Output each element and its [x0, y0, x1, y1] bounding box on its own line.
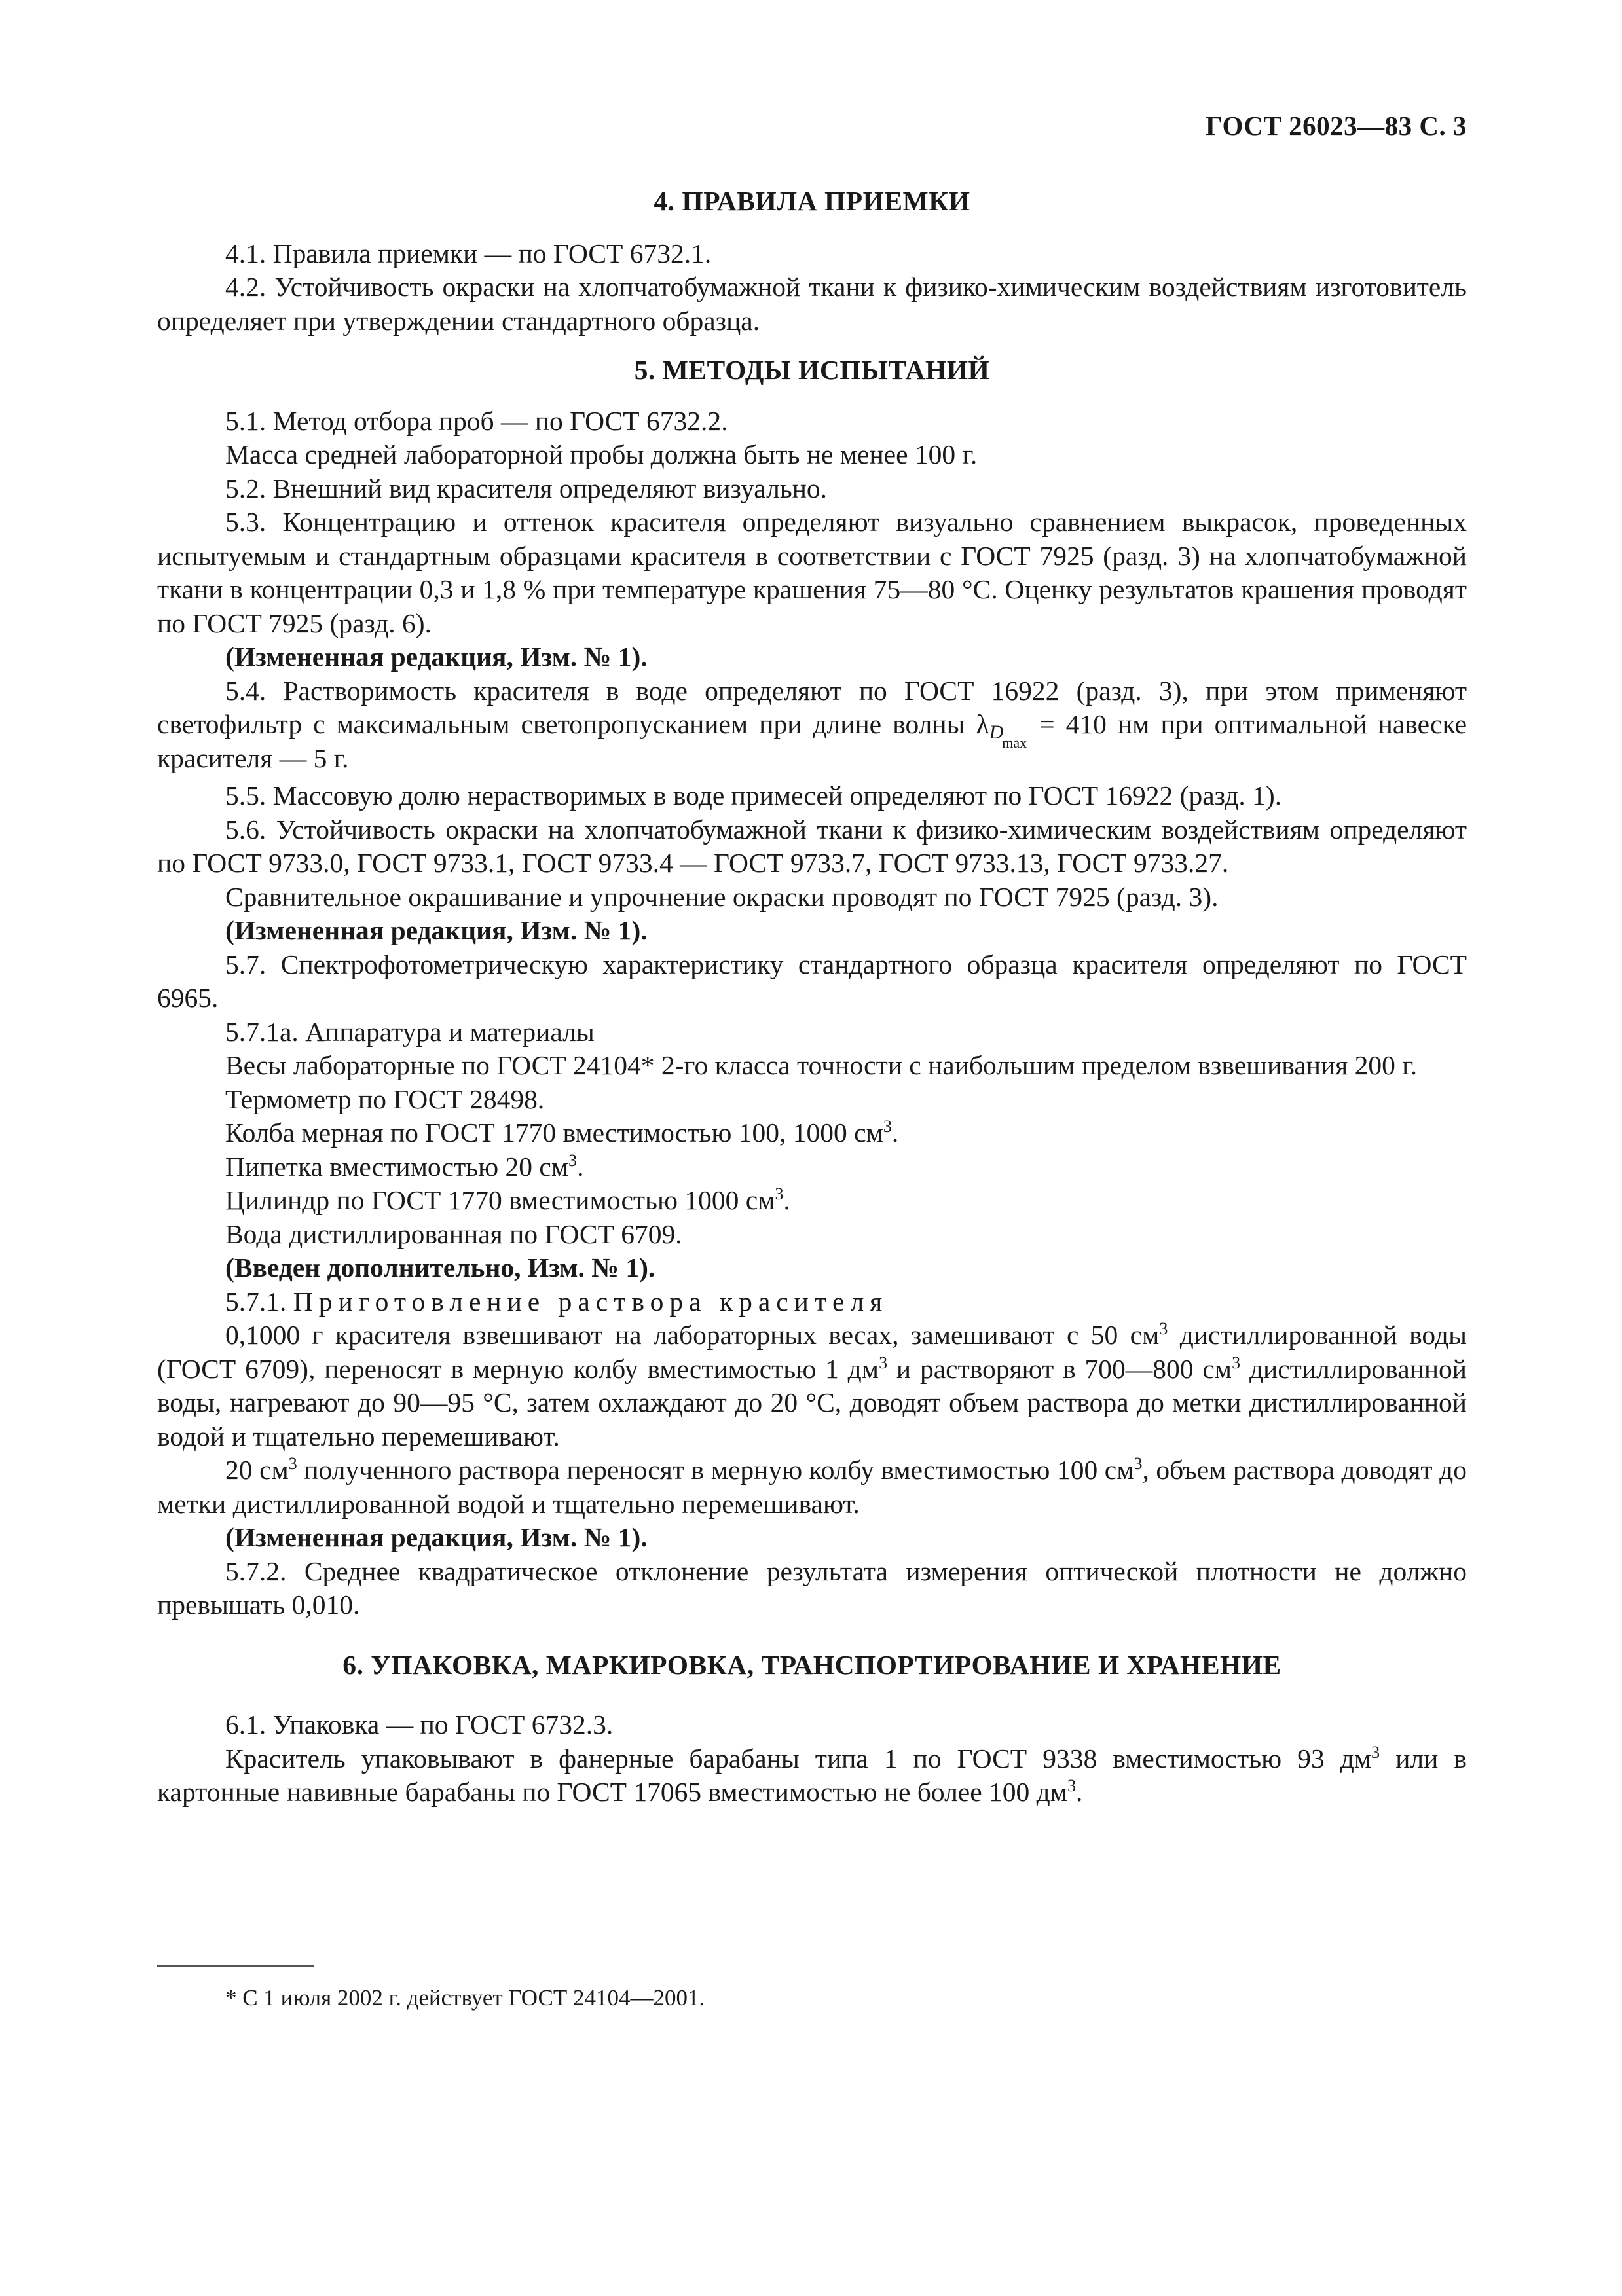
- packaging-text-a: Краситель упаковывают в фанерные барабаны типа 1 по ГОСТ 9338 вместимостью 93 дм: [225, 1743, 1372, 1774]
- superscript-3: 3: [1134, 1454, 1143, 1473]
- period: .: [783, 1185, 790, 1215]
- page-content: [157, 185, 1467, 1810]
- paragraph-5-7: 5.7. Спектрофотометрическую характеристику стандартного образца красителя определяют по ГОСТ 6965.: [157, 949, 1467, 1013]
- preparation-step-1-text-b: дистиллированной воды (ГОСТ 6709), переносят в мерную колбу вместимостью 1 дм: [157, 1320, 1467, 1384]
- lambda-subscript-max: max: [1002, 735, 1027, 751]
- section-4-title: 4. ПРАВИЛА ПРИЕМКИ: [654, 186, 970, 216]
- superscript-3: 3: [883, 1117, 892, 1136]
- lambda-subscript: [989, 721, 1029, 751]
- footnote: * С 1 июля 2002 г. действует ГОСТ 24104—2001.: [225, 1985, 705, 2011]
- paragraph-5-3: 5.3. Концентрацию и оттенок красителя определяют визуально сравнением выкрасок, проведенных испытуемым и стандартным образцами красителя в соответствии с ГОСТ 7925 (разд. 3) на хлопчатобумажной ткани в концентрации 0,3 и 1,8 % при температуре крашения 75—80 °С. Оценку результатов крашения проводят по ГОСТ 7925 (разд. 6).: [157, 507, 1467, 638]
- paragraph-6-1-packaging: [157, 1742, 1467, 1810]
- paragraph-5-2: 5.2. Внешний вид красителя определяют визуально.: [225, 473, 828, 503]
- superscript-3: 3: [288, 1454, 297, 1473]
- equipment-cylinder: [157, 1184, 1467, 1218]
- equipment-pipette-text: Пипетка вместимостью 20 см: [225, 1151, 569, 1182]
- preparation-step-2-text-b: полученного раствора переносят в мерную колбу вместимостью 100 см: [297, 1455, 1134, 1485]
- equipment-pipette: [157, 1150, 1467, 1184]
- preparation-step-1-text-d: дистиллированной воды, нагревают до 90—95 °С, затем охлаждают до 20 °С, доводят объем раствора до метки дистиллированной водой и тщательно перемешивают.: [157, 1353, 1467, 1451]
- paragraph-5-7-1: [157, 1285, 1467, 1319]
- equipment-cylinder-text: Цилиндр по ГОСТ 1770 вместимостью 1000 см: [225, 1185, 775, 1215]
- equipment-scales: Весы лабораторные по ГОСТ 24104* 2-го класса точности с наибольшим пределом взвешивания 200 г.: [225, 1050, 1417, 1080]
- superscript-3: 3: [1067, 1776, 1077, 1795]
- paragraph-5-1: 5.1. Метод отбора проб — по ГОСТ 6732.2.: [225, 405, 728, 436]
- paragraph-5-7-1-number: 5.7.1.: [225, 1286, 293, 1317]
- preparation-step-1: [157, 1319, 1467, 1453]
- paragraph-5-7-1-title: Приготовление раствора красителя: [293, 1286, 889, 1317]
- section-5-title: 5. МЕТОДЫ ИСПЫТАНИЙ: [634, 355, 990, 385]
- paragraph-5-1-sample-mass: Масса средней лабораторной пробы должна быть не менее 100 г.: [225, 439, 978, 469]
- paragraph-4-2: 4.2. Устойчивость окраски на хлопчатобумажной ткани к физико-химическим воздействиям изготовитель определяет при утверждении стандартного образца.: [157, 272, 1467, 336]
- paragraph-5-7-2: 5.7.2. Среднее квадратическое отклонение результата измерения оптической плотности не должно превышать 0,010.: [157, 1556, 1467, 1620]
- amendment-note: (Измененная редакция, Изм. № 1).: [225, 642, 648, 672]
- paragraph-5-4-text: 5.4. Растворимость красителя в воде определяют по ГОСТ 16922 (разд. 3), при этом применяют светофильтр с максимальным светопропусканием при длине волны λ: [157, 675, 1467, 739]
- equipment-flask-text: Колба мерная по ГОСТ 1770 вместимостью 100, 1000 см: [225, 1118, 883, 1148]
- superscript-3: 3: [1232, 1353, 1241, 1372]
- paragraph-5-5: 5.5. Массовую долю нерастворимых в воде примесей определяют по ГОСТ 16922 (разд. 1).: [225, 780, 1282, 811]
- superscript-3: 3: [568, 1150, 578, 1170]
- preparation-step-2-text-c: , объем раствора доводят до метки дистиллированной водой и тщательно перемешивают.: [157, 1455, 1467, 1519]
- page-header: ГОСТ 26023—83 С. 3: [1205, 111, 1467, 141]
- paragraph-4-1: 4.1. Правила приемки — по ГОСТ 6732.1.: [225, 238, 712, 268]
- preparation-step-2: [157, 1453, 1467, 1521]
- equipment-water: Вода дистиллированная по ГОСТ 6709.: [225, 1218, 682, 1249]
- paragraph-5-6: 5.6. Устойчивость окраски на хлопчатобумажной ткани к физико-химическим воздействиям определяют по ГОСТ 9733.0, ГОСТ 9733.1, ГОСТ 9733.4 — ГОСТ 9733.7, ГОСТ 9733.13, ГОСТ 9733.27.: [157, 814, 1467, 878]
- equipment-flask: [157, 1116, 1467, 1150]
- superscript-3: 3: [879, 1353, 888, 1372]
- equipment-thermometer: Термометр по ГОСТ 28498.: [225, 1084, 545, 1114]
- preparation-step-2-text-a: 20 см: [225, 1455, 289, 1485]
- amendment-note: (Измененная редакция, Изм. № 1).: [225, 1522, 648, 1552]
- paragraph-6-1: 6.1. Упаковка — по ГОСТ 6732.3.: [225, 1709, 614, 1740]
- paragraph-5-4-tail: = 410 нм при оптимальной навеске красителя — 5 г.: [157, 709, 1467, 773]
- period: .: [1076, 1777, 1083, 1807]
- amendment-note: (Измененная редакция, Изм. № 1).: [225, 915, 648, 945]
- superscript-3: 3: [1371, 1742, 1380, 1762]
- superscript-3: 3: [1159, 1319, 1168, 1338]
- lambda-subscript-d: D: [989, 721, 1004, 743]
- preparation-step-1-text-c: и растворяют в 700—800 см: [887, 1353, 1232, 1384]
- superscript-3: 3: [775, 1184, 784, 1203]
- paragraph-5-7-1a: 5.7.1а. Аппаратура и материалы: [225, 1016, 595, 1047]
- footnote-divider: [157, 1965, 314, 1967]
- document-page: [157, 0, 1467, 2296]
- paragraph-5-4: [157, 674, 1467, 776]
- section-6-title: 6. УПАКОВКА, МАРКИРОВКА, ТРАНСПОРТИРОВАНИЕ И ХРАНЕНИЕ: [342, 1649, 1281, 1680]
- amendment-note: (Введен дополнительно, Изм. № 1).: [225, 1252, 655, 1283]
- period: .: [577, 1151, 584, 1182]
- period: .: [891, 1118, 899, 1148]
- preparation-step-1-text-a: 0,1000 г красителя взвешивают на лабораторных весах, замешивают с 50 см: [225, 1320, 1160, 1350]
- packaging-text-b: или в картонные навивные барабаны по ГОСТ 17065 вместимостью не более 100 дм: [157, 1743, 1467, 1807]
- paragraph-5-6-comparative: Сравнительное окрашивание и упрочнение окраски проводят по ГОСТ 7925 (разд. 3).: [225, 881, 1219, 912]
